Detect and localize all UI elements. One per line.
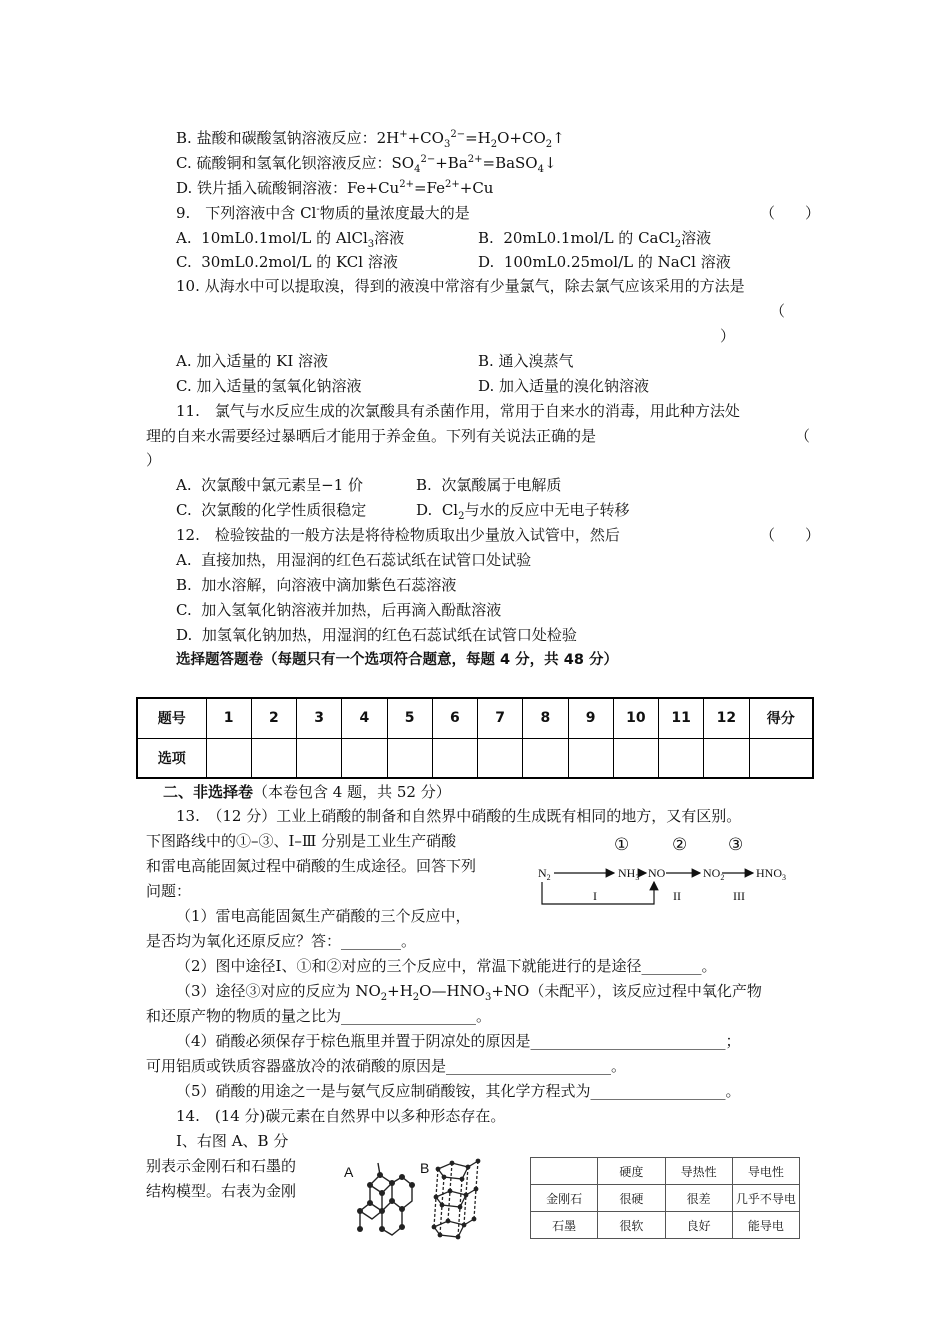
q11-option-c: C. 次氯酸的化学性质很稳定 [176, 501, 367, 519]
q10-paren-close: ） [720, 327, 736, 345]
q9-stem: 9. 下列溶液中含 Cl-物质的量浓度最大的是 [176, 204, 470, 222]
q9-option-b: B. 20mL0.1mol/L 的 CaCl$_2$溶液 [478, 229, 712, 250]
props-cell: 几乎不导电 [732, 1185, 799, 1212]
props-header-cell: 导电性 [732, 1158, 799, 1185]
question-number: 4 [342, 698, 387, 738]
q11-paren-open: （ [795, 427, 811, 445]
props-cell: 良好 [665, 1212, 732, 1239]
q10-option-c: C. 加入适量的氢氧化钠溶液 [176, 377, 362, 395]
nitric-acid-route-diagram [530, 822, 800, 908]
question-number: 6 [432, 698, 477, 738]
q13-stem-line3: 和雷电高能固氮过程中硝酸的生成途径。回答下列 [146, 857, 477, 875]
answer-cell[interactable] [342, 738, 387, 778]
q14-text-line1: I、右图 A、B 分 [176, 1132, 289, 1150]
q10-stem: 10. 从海水中可以提取溴，得到的液溴中常溶有少量氯气，除去氯气应该采用的方法是 [176, 277, 745, 295]
props-header-row [531, 1158, 800, 1185]
q12-option-b: B. 加水溶解，向溶液中滴加紫色石蕊溶液 [176, 576, 457, 594]
props-cell: 很硬 [598, 1185, 665, 1212]
q14-text-line2: 别表示金刚石和石墨的 [146, 1157, 297, 1175]
hno3-label: $HNO_3$ [756, 866, 786, 882]
step-3-label: ③ [728, 835, 744, 854]
answer-cell[interactable] [613, 738, 658, 778]
model-a-label: A [344, 1164, 354, 1180]
q14-text-line3: 结构模型。右表为金刚 [146, 1182, 297, 1200]
answer-sheet-title: 选择题答题卷（每题只有一个选项符合题意，每题 4 分，共 48 分） [176, 652, 618, 668]
question-number: 3 [297, 698, 342, 738]
answer-cell[interactable] [206, 738, 251, 778]
q12-option-c: C. 加入氢氧化钠溶液并加热，后再滴入酚酞溶液 [176, 601, 502, 619]
answer-cell[interactable] [297, 738, 342, 778]
q13-part2: （2）图中途径Ⅰ、①和②对应的三个反应中，常温下就能进行的是途径________。 [176, 957, 717, 975]
question-number: 9 [568, 698, 613, 738]
props-header-cell: 硬度 [598, 1158, 665, 1185]
q10-option-b: B. 通入溴蒸气 [478, 352, 574, 370]
q13-part3-b: 和还原产物的物质的量之比为__________________。 [146, 1007, 492, 1025]
no2-label: $NO_2$ [703, 866, 725, 882]
q8-option-d: D. 铁片插入硫酸铜溶液：$Fe+Cu^{2+}=Fe^{2+}+Cu$ [176, 179, 494, 197]
q13-part1-a: （1）雷电高能固氮生产硝酸的三个反应中， [176, 907, 471, 925]
q11-paren-close: ） [146, 451, 162, 469]
q13-part1-b: 是否均为氧化还原反应？答：________。 [146, 932, 417, 950]
answer-cell[interactable] [704, 738, 749, 778]
answer-cell[interactable] [432, 738, 477, 778]
q10-paren-open: （ [770, 302, 786, 320]
answer-cell[interactable] [387, 738, 432, 778]
q9-option-c: C. 30mL0.2mol/L 的 KCl 溶液 [176, 253, 398, 271]
q13-part3-a: （3）途径③对应的反应为 $NO_2+H_2O—HNO_3+NO$（未配平），该反应过程中氧化产物 [176, 982, 762, 1003]
q12-option-a: A. 直接加热，用湿润的红色石蕊试纸在试管口处试验 [176, 551, 532, 569]
question-number-label: 题号 [137, 698, 206, 738]
diamond-model [360, 1163, 412, 1235]
q8-option-c: C. 硫酸铜和氢氧化钡溶液反应：$SO_4^{2-}+Ba^{2+}=BaSO_4↓$ [176, 154, 557, 175]
props-row-diamond [531, 1185, 800, 1212]
answer-sheet-answer-row [137, 738, 813, 778]
props-cell: 能导电 [732, 1212, 799, 1239]
props-row-graphite [531, 1212, 800, 1239]
props-cell: 金刚石 [531, 1185, 598, 1212]
q12-stem: 12. 检验铵盐的一般方法是将待检物质取出少量放入试管中，然后 [176, 526, 620, 544]
graphite-atoms [432, 1159, 481, 1240]
n2-label: $N_2$ [538, 866, 551, 882]
answer-sheet-table [136, 697, 814, 779]
q10-option-d: D. 加入适量的溴化钠溶液 [478, 377, 650, 395]
q14-stem: 14. (14 分)碳元素在自然界中以多种形态存在。 [176, 1107, 506, 1125]
q13-part4-b: 可用铝质或铁质容器盛放冷的浓硝酸的原因是______________________。 [146, 1057, 627, 1075]
no-label: NO [648, 866, 666, 880]
answer-cell[interactable] [478, 738, 523, 778]
q9-answer-paren: （ ） [760, 204, 821, 222]
question-number: 8 [523, 698, 568, 738]
score-cell[interactable] [749, 738, 813, 778]
q8-option-b: B. 盐酸和碳酸氢钠溶液反应：$2H^++CO_3^{2-}=H_2O+CO_2↑$ [176, 129, 565, 150]
q13-stem-line4: 问题： [146, 882, 192, 900]
question-number: 7 [478, 698, 523, 738]
arrow-route-1 [542, 882, 654, 904]
q11-option-a: A. 次氯酸中氯元素呈−1 价 [176, 476, 364, 494]
answer-row-label: 选项 [137, 738, 206, 778]
props-header-cell [531, 1158, 598, 1185]
answer-sheet-header-row [137, 698, 813, 738]
answer-cell[interactable] [251, 738, 296, 778]
route-1-label: I [593, 889, 597, 903]
q9-option-d: D. 100mL0.25mol/L 的 NaCl 溶液 [478, 253, 731, 271]
q12-option-d: D. 加氢氧化钠加热，用湿润的红色石蕊试纸在试管口处检验 [176, 626, 577, 644]
step-1-label: ① [614, 835, 630, 854]
q12-answer-paren: （ ） [760, 526, 821, 544]
answer-cell[interactable] [659, 738, 704, 778]
model-b-label: B [420, 1160, 430, 1176]
q13-stem-line2: 下图路线中的①–③、Ⅰ–Ⅲ 分别是工业生产硝酸 [146, 832, 457, 850]
answer-cell[interactable] [523, 738, 568, 778]
q11-option-b: B. 次氯酸属于电解质 [416, 476, 562, 494]
q11-stem-line1: 11. 氯气与水反应生成的次氯酸具有杀菌作用，常用于自来水的消毒，用此种方法处 [176, 402, 740, 420]
question-number: 12 [704, 698, 749, 738]
q11-option-d: D. $Cl_2$与水的反应中无电子转移 [416, 501, 630, 522]
q10-option-a: A. 加入适量的 KI 溶液 [176, 352, 329, 370]
section2-heading: 二、非选择卷（本卷包含 4 题，共 52 分） [163, 783, 451, 801]
props-cell: 很软 [598, 1212, 665, 1239]
q13-part4-a: （4）硝酸必须保存于棕色瓶里并置于阴凉处的原因是__________________________； [176, 1032, 741, 1050]
question-number: 11 [659, 698, 704, 738]
question-number: 10 [613, 698, 658, 738]
question-number: 1 [206, 698, 251, 738]
route-2-label: II [673, 889, 681, 903]
nh3-label: $NH_3$ [618, 866, 640, 882]
question-number: 5 [387, 698, 432, 738]
route-3-label: III [733, 889, 745, 903]
q13-part5: （5）硝酸的用途之一是与氨气反应制硝酸铵，其化学方程式为__________________。 [176, 1082, 741, 1100]
props-header-cell: 导热性 [665, 1158, 732, 1185]
score-label: 得分 [749, 698, 813, 738]
graphite-model [434, 1161, 478, 1237]
step-2-label: ② [672, 835, 688, 854]
carbon-structure-models [340, 1155, 510, 1245]
carbon-properties-table [530, 1157, 800, 1239]
q13-stem-line1: 13. （12 分）工业上硝酸的制备和自然界中硝酸的生成既有相同的地方，又有区别。 [176, 807, 742, 825]
props-cell: 很差 [665, 1185, 732, 1212]
q9-option-a: A. 10mL0.1mol/L 的 AlCl$_3$溶液 [176, 229, 405, 250]
answer-cell[interactable] [568, 738, 613, 778]
props-cell: 石墨 [531, 1212, 598, 1239]
question-number: 2 [251, 698, 296, 738]
q11-stem-line2: 理的自来水需要经过暴晒后才能用于养金鱼。下列有关说法正确的是 [146, 427, 597, 445]
